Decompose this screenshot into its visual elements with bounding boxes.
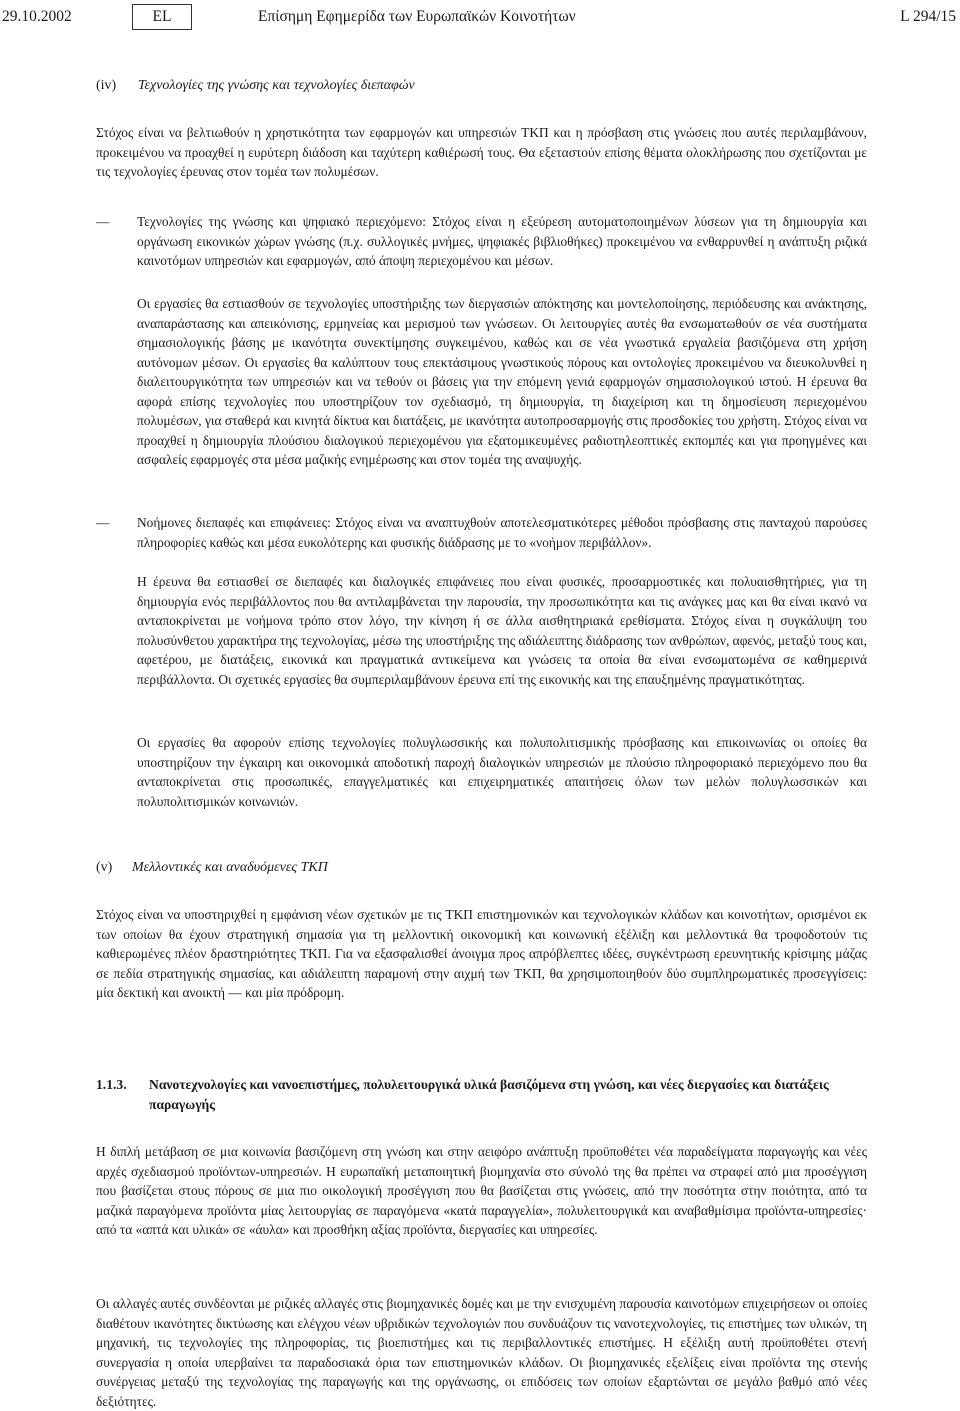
header-page-ref: L 294/15	[900, 8, 956, 25]
section-113-heading	[96, 1075, 868, 1115]
bullet2-paragraph-2: Οι εργασίες θα αφορούν επίσης τεχνολογίες πολυγλωσσικής και πολυπολιτισμικής πρόσβασης και επικοινωνίας οι οποίες θα υποστηρίζουν την έγκαιρη και οικονομικά αποδοτική παροχή διαλογικών υπηρεσιών με πλούσιο πληροφοριακό περιεχόμενο που θα ανταποκρίνεται στις προσωπικές, επαγγελματικές και επιχειρηματικές απαιτήσεις όλων των μελών πολυγλωσσικών και πολυπολιτισμικών κοινωνιών.	[137, 735, 867, 809]
section-iv-intro: Στόχος είναι να βελτιωθούν η χρηστικότητα των εφαρμογών και υπηρεσιών ΤΚΠ και η πρόσβαση στις γνώσεις που αυτές περιλαμβάνουν, προκειμένου να προαχθεί η ευρύτερη διάδοση και ταχύτερη καθιέρωσή τους. Θα εξεταστούν επίσης θέματα ολοκλήρωσης που σχετίζονται με τις τεχνολογίες έρευνας στον τομέα των πολυμέσων.	[96, 125, 867, 179]
bullet2-paragraph-1: Η έρευνα θα εστιασθεί σε διεπαφές και διαλογικές επιφάνειες που είναι φυσικές, προσαρμοστικές και πολυαισθητήριες, για τη δημιουργία ενός περιβάλλοντος που θα αντιλαμβάνεται την παρουσία, την προσωπικότητα και τις ανάγκες μας και θα είναι ικανό να ανταποκρίνεται με νοήμονα τρόπο στον λόγο, την κίνηση ή σε άλλα αισθητηριακά ερεθίσματα. Στόχος είναι η συγκάλυψη του πολυσύνθετου χαρακτήρα της τεχνολογίας, μέσω της υποστήριξης της αδιάλειπτης διάδρασης των ανθρώπων, αφενός, μεταξύ τους και, αφετέρου, με διατάξεις, εικονικά και πραγματικά αντικείμενα και γνώσεις τα οποία θα είναι ενσωματωμένα σε καθημερινά περιβάλλοντα. Οι σχετικές εργασίες θα συμπεριλαμβάνουν έρευνα επί της εικονικής και της επαυξημένης πραγματικότητας.	[137, 574, 867, 687]
bullet2-text: Νοήμονες διεπαφές και επιφάνειες: Στόχος είναι να αναπτυχθούν αποτελεσματικότερες μέθοδοι πρόσβασης στις πανταχού παρούσες πληροφορίες καθώς και μέσα ευκολότερης και φυσικής διάδρασης με το «νοήμον περιβάλλον».	[137, 515, 867, 550]
bullet2-dash: —	[96, 515, 110, 530]
header-date: 29.10.2002	[2, 8, 72, 25]
header-journal-title: Επίσημη Εφημερίδα των Ευρωπαϊκών Κοινοτήτων	[258, 8, 576, 25]
section-v-paragraph: Στόχος είναι να υποστηριχθεί η εμφάνιση νέων σχετικών με τις ΤΚΠ επιστημονικών και τεχνολογικών κλάδων και κοινοτήτων, ορισμένοι εκ των οποίων θα έχουν στρατηγική σημασία για τη μελλοντική οικονομική και κοινωνική εξέλιξη και μελλοντικά θα τροφοδοτούν τις καθιερωμένες πλέον δραστηριότητες ΤΚΠ. Για να εξασφαλισθεί άνοιγμα προς απρόβλεπτες ιδέες, συγκέντρωση ερευνητικής κρίσιμης μάζας σε πεδία στρατηγικής σημασίας, και αδιάλειπτη παραμονή στην αιχμή των ΤΚΠ, θα χρησιμοποιηθούν δύο συμπληρωματικές προσεγγίσεις: μία δεκτική και ανοικτή — και μία πρόδρομη.	[96, 907, 867, 1000]
section-iv-title: Τεχνολογίες της γνώσης και τεχνολογίες διεπαφών	[138, 78, 415, 93]
bullet1-paragraph: Οι εργασίες θα εστιασθούν σε τεχνολογίες υποστήριξης των διεργασιών απόκτησης και μοντελοποίησης, περιόδευσης και ανάκτησης, αναπαράστασης και απεικόνισης, ερμηνείας και μερισμού των γνώσεων. Οι λειτουργίες αυτές θα ενσωματωθούν σε νέα συστήματα σημασιολογικής βάσης με ικανότητα συνεκτίμησης συγκειμένου, καθώς και σε νέα γνωστικά εργαλεία βασιζόμενα στη χρήση αυτόνομων μέσων. Οι εργασίες θα καλύπτουν τους επεκτάσιμους γνωστικούς πόρους και οντολογίες προκειμένου να διευκολυνθεί η διαλειτουργικότητα των υπηρεσιών και να τεθούν οι βάσεις για την επόμενη γενιά εφαρμογών σημασιολογικού ιστού. Η έρευνα θα αφορά επίσης τεχνολογίες που υποστηρίζουν τον σχεδιασμό, τη δημιουργία, τη διαχείριση και τη δημοσίευση περιεχομένου πολυμέσων, για σταθερά και κινητά δίκτυα και διατάξεις, με ικανότητα αυτοπροσαρμογής στις προσδοκίες του χρήστη. Στόχος είναι να προαχθεί η δημιουργία πλούσιου διαλογικού περιεχομένου για εξατομικευμένες ραδιοτηλεοπτικές εκπομπές και για προηγμένες και ασφαλείς εφαρμογές στα μέσα μαζικής ενημέρωσης και στον τομέα της αναψυχής.	[137, 296, 867, 467]
section-v-title: Μελλοντικές και αναδυόμενες ΤΚΠ	[132, 860, 328, 875]
header-language-box: EL	[132, 4, 192, 30]
bullet1-dash: —	[96, 214, 110, 229]
section-113-title: Νανοτεχνολογίες και νανοεπιστήμες, πολυλειτουργικά υλικά βασιζόμενα στη γνώση, και νέες διεργασίες και διατάξεις παραγωγής	[149, 1077, 829, 1112]
section-v-heading	[96, 858, 496, 878]
section-v-number: (v)	[96, 860, 113, 875]
bullet1-text: Τεχνολογίες της γνώσης και ψηφιακό περιεχόμενο: Στόχος είναι η εξεύρεση αυτοματοποιημένων λύσεων για τη δημιουργία και οργάνωση εικονικών χώρων γνώσης (π.χ. συλλογικές μνήμες, ψηφιακές βιβλιοθήκες) προκειμένου να ενθαρρυνθεί η ανάπτυξη ριζικά καινοτόμων υπηρεσιών και εφαρμογών, από άποψη περιεχομένου και μέσων.	[137, 214, 867, 268]
section-113-paragraph-1: Η διπλή μετάβαση σε μια κοινωνία βασιζόμενη στη γνώση και στην αειφόρο ανάπτυξη προϋποθέτει νέα παραδείγματα παραγωγής και νέες αρχές σχεδιασμού προϊόντων-υπηρεσιών. Η ευρωπαϊκή μεταποιητική βιομηχανία στο σύνολό της θα πρέπει να στραφεί από μια προσέγγιση που βασίζεται στους πόρους σε μια πιο οικολογική προσέγγιση που θα βασίζεται στις γνώσεις, από την ποσότητα στην ποιότητα, από τα μαζικά παραγόμενα προϊόντα μίας λειτουργίας σε παραγόμενα «κατά παραγγελία», πολυλειτουργικά και αναβαθμίσιμα προϊόντα-υπηρεσίες· από τα «απτά και υλικά» σε «άυλα» και προσθήκη αξίας προϊόντα, διεργασίες και υπηρεσίες.	[96, 1144, 867, 1237]
section-iv-heading	[96, 76, 496, 96]
section-iv-number: (iv)	[96, 78, 117, 93]
page-header	[0, 4, 960, 32]
section-113-paragraph-2: Οι αλλαγές αυτές συνδέονται με ριζικές αλλαγές στις βιομηχανικές δομές και με την ενισχυμένη παρουσία καινοτόμων επιχειρήσεων οι οποίες διαθέτουν ικανότητες δικτύωσης και ελέγχου νέων υβριδικών τεχνολογιών που συνδυάζουν τις νανοτεχνολογίες, τις επιστήμες των υλικών, τη μηχανική, τις τεχνολογίες της πληροφορίας, τις βιοεπιστήμες και τις περιβαλλοντικές επιστήμες. Η εξέλιξη αυτή προϋποθέτει στενή συνεργασία η οποία υπερβαίνει τα παραδοσιακά όρια των επιστημονικών κλάδων. Οι βιομηχανικές εξελίξεις είναι προϊόντα της στενής συνέργειας μεταξύ της τεχνολογίας της παραγωγής και της οργάνωσης, οι επιδόσεις των οποίων εξαρτώνται σε μεγάλο βαθμό από νέες δεξιότητες.	[96, 1296, 867, 1409]
section-113-number: 1.1.3.	[96, 1077, 127, 1092]
